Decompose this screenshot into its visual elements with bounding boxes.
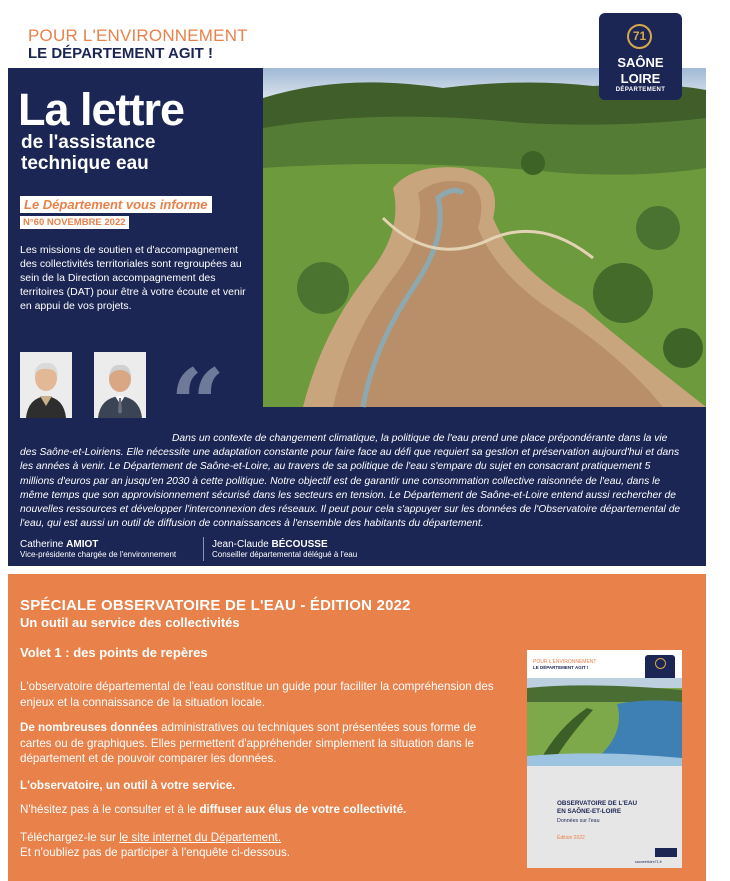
intro-text: Les missions de soutien et d'accompagnement des collectivités territoriales sont regroupées au sein de la Direction accompagnement des territoires (DAT) pour être à votre écoute et venir en appui de vos projets. [20, 244, 246, 312]
thumb-subtitle: Données sur l'eau [557, 818, 600, 824]
signature-role-1: Vice-présidente chargée de l'environnement [20, 550, 177, 559]
editorial-quote: Dans un contexte de changement climatique, la politique de l'eau prend une place prépondérante dans la vie des Saône-et-Loiriens. Elle nécessite une adaptation constante pour faire face au défi que requiert sa gestion et préservation aujourd'hui et dans les années à venir. Le Département de Saône-et-Loire, au travers de sa politique de l'eau s'empare du sujet en consacrant pratiquement 5 millions d'euros par an jusqu'en 2030 à cette politique. Notre objectif est de garantir une consommation collective raisonnée de l'eau, dans le même temps que son approvisionnement sécurisé dans les secteurs en tension. Le Département de Saône-et-Loire entend aussi rechercher de nouvelles ressources et développer l'interconnexion des réseaux. Il peut pour cela s'appuyer sur les données de l'Observatoire départemental de l'eau, qui est aussi un outil de diffusion de connaissances à l'ensemble des habitants du département. [20, 433, 681, 530]
paragraph-guide: L'observatoire départemental de l'eau constitue un guide pour faciliter la compréhension des enjeux et la connaissance de la situation locale. [20, 680, 494, 709]
header-slogan: LE DÉPARTEMENT AGIT ! [28, 45, 213, 62]
quote-mark-icon: “ [170, 348, 226, 461]
logo-line-1: SAÔNE [617, 55, 664, 70]
thumb-edition: Édition 2022 [557, 835, 585, 841]
thumb-title-2: EN SAÔNE-ET-LOIRE [557, 808, 622, 815]
photo-caption: Travaux de remise de la Mouge dans son lit d'origine - ©CD71 [722, 170, 730, 364]
issue-number: N°60 NOVEMBRE 2022 [20, 216, 129, 229]
portrait-jean-claude-becousse [94, 352, 146, 418]
paragraph-service: L'observatoire, un outil à votre service. [20, 779, 236, 792]
logo-line-3: DÉPARTEMENT [615, 87, 666, 93]
paragraph-share: N'hésitez pas à le consulter et à le diffuser aux élus de votre collectivité. [20, 803, 407, 816]
newsletter-title: La lettre [18, 84, 185, 135]
thumb-footer-logo [655, 848, 677, 857]
department-informs-label: Le Département vous informe [20, 196, 212, 213]
portrait-catherine-amiot [20, 352, 72, 418]
thumb-photo [527, 678, 682, 766]
logo-number-icon: 71 [627, 24, 652, 49]
signature-name-2: Jean-Claude BÉCOUSSE [212, 539, 328, 550]
logo-line-2: LOIRE [620, 71, 661, 86]
special-subtitle: Un outil au service des collectivités [20, 615, 240, 630]
subtitle-line-1: de l'assistance [21, 132, 156, 153]
subtitle-line-2: technique eau [21, 153, 149, 174]
newsletter-subtitle [21, 132, 155, 174]
observatory-cover-thumbnail[interactable] [527, 650, 682, 868]
department-website-link[interactable]: le site internet du Département. [119, 831, 281, 844]
thumb-header-2: LE DÉPARTEMENT AGIT ! [533, 665, 589, 670]
signature-divider [203, 537, 204, 561]
thumb-footer-url: saoneetloire71.fr [635, 860, 662, 864]
paragraph-survey: Et n'oubliez pas de participer à l'enquête ci-dessous. [20, 846, 290, 859]
special-title: SPÉCIALE OBSERVATOIRE DE L'EAU - ÉDITION 2022 [20, 597, 411, 614]
header-tagline: POUR L'ENVIRONNEMENT [28, 26, 248, 45]
thumb-header-1: POUR L'ENVIRONNEMENT [533, 659, 597, 665]
thumb-title-1: OBSERVATOIRE DE L'EAU [557, 800, 638, 807]
department-logo [599, 13, 682, 100]
paragraph-data: De nombreuses données administratives ou techniques sont présentées sous forme de cartes ou de graphiques. Elles permettent d'appréhender simplement la situation dans le département et de pouvoir comparer les données. [20, 721, 477, 765]
volet-heading: Volet 1 : des points de repères [20, 645, 208, 660]
paragraph-download: Téléchargez-le sur le site internet du Département. [20, 831, 281, 844]
signature-role-2: Conseiller départemental délégué à l'eau [212, 550, 358, 559]
river-restoration-photo [263, 68, 706, 407]
signature-name-1: Catherine AMIOT [20, 539, 99, 550]
